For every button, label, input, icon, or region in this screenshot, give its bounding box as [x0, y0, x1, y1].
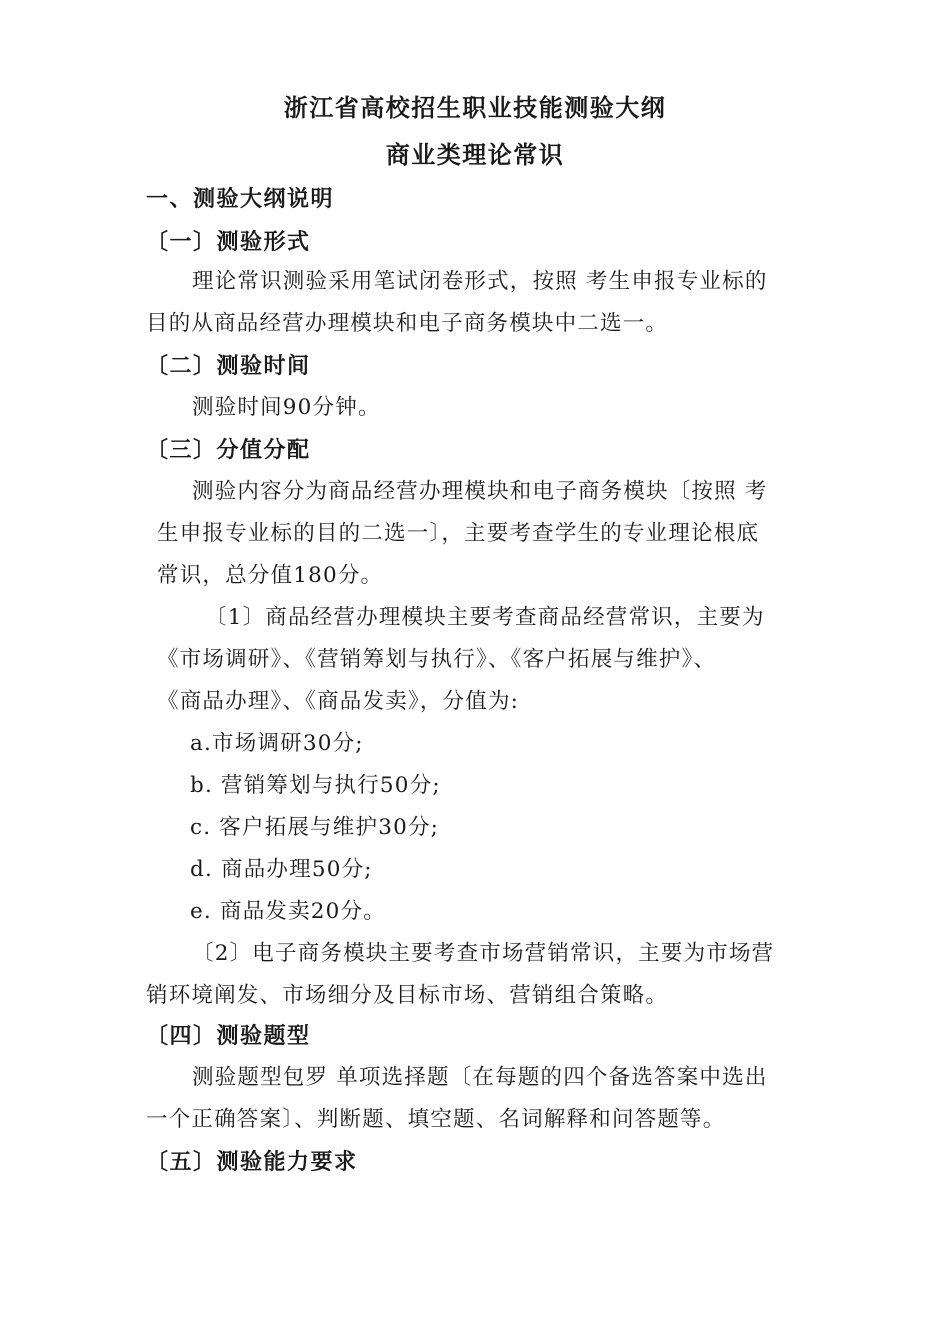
paragraph-line: 〔1〕商品经营办理模块主要考查商品经营常识，主要为: [205, 605, 765, 630]
list-item: b. 营销筹划与执行50分;: [190, 773, 441, 798]
paragraph-line: 测验题型包罗 单项选择题〔在每题的四个备选答案中选出: [192, 1065, 768, 1090]
list-item: e. 商品发卖20分。: [190, 899, 386, 924]
subsection-heading-time: 〔二〕测验时间: [146, 353, 311, 379]
list-item: d. 商品办理50分;: [190, 857, 373, 882]
document-subtitle: 商业类理论常识: [385, 140, 565, 169]
paragraph-line: 理论常识测验采用笔试闭卷形式，按照 考生申报专业标的: [192, 269, 768, 294]
paragraph-line: 生申报专业标的目的二选一〕，主要考查学生的专业理论根底: [157, 521, 760, 546]
document-title: 浙江省高校招生职业技能测验大纲: [283, 93, 667, 122]
paragraph-line: 测验内容分为商品经营办理模块和电子商务模块〔按照 考: [192, 479, 768, 504]
list-item: a.市场调研30分;: [190, 731, 364, 756]
paragraph-line: 〔2〕电子商务模块主要考查市场营销常识，主要为市场营: [192, 941, 775, 966]
paragraph-line: 销环境阐发、市场细分及目标市场、营销组合策略。: [146, 983, 669, 1008]
paragraph-line: 《商品办理》、《商品发卖》，分值为:: [157, 689, 520, 714]
subsection-heading-ability: 〔五〕测验能力要求: [146, 1149, 358, 1175]
section-heading-outline: 一、测验大纲说明: [146, 186, 335, 212]
subsection-heading-scores: 〔三〕分值分配: [146, 437, 311, 463]
paragraph-line: 目的从商品经营办理模块和电子商务模块中二选一。: [146, 311, 669, 336]
paragraph-line: 《市场调研》、《营销筹划与执行》、《客户拓展与维护》、: [157, 647, 717, 672]
subsection-heading-form: 〔一〕测验形式: [146, 229, 311, 255]
paragraph-line: 一个正确答案〕、判断题、填空题、名词解释和问答题等。: [146, 1107, 726, 1132]
list-item: c. 客户拓展与维护30分;: [190, 815, 440, 840]
paragraph-line: 测验时间90分钟。: [192, 395, 381, 420]
subsection-heading-types: 〔四〕测验题型: [146, 1023, 311, 1049]
paragraph-line: 常识，总分值180分。: [157, 563, 384, 588]
